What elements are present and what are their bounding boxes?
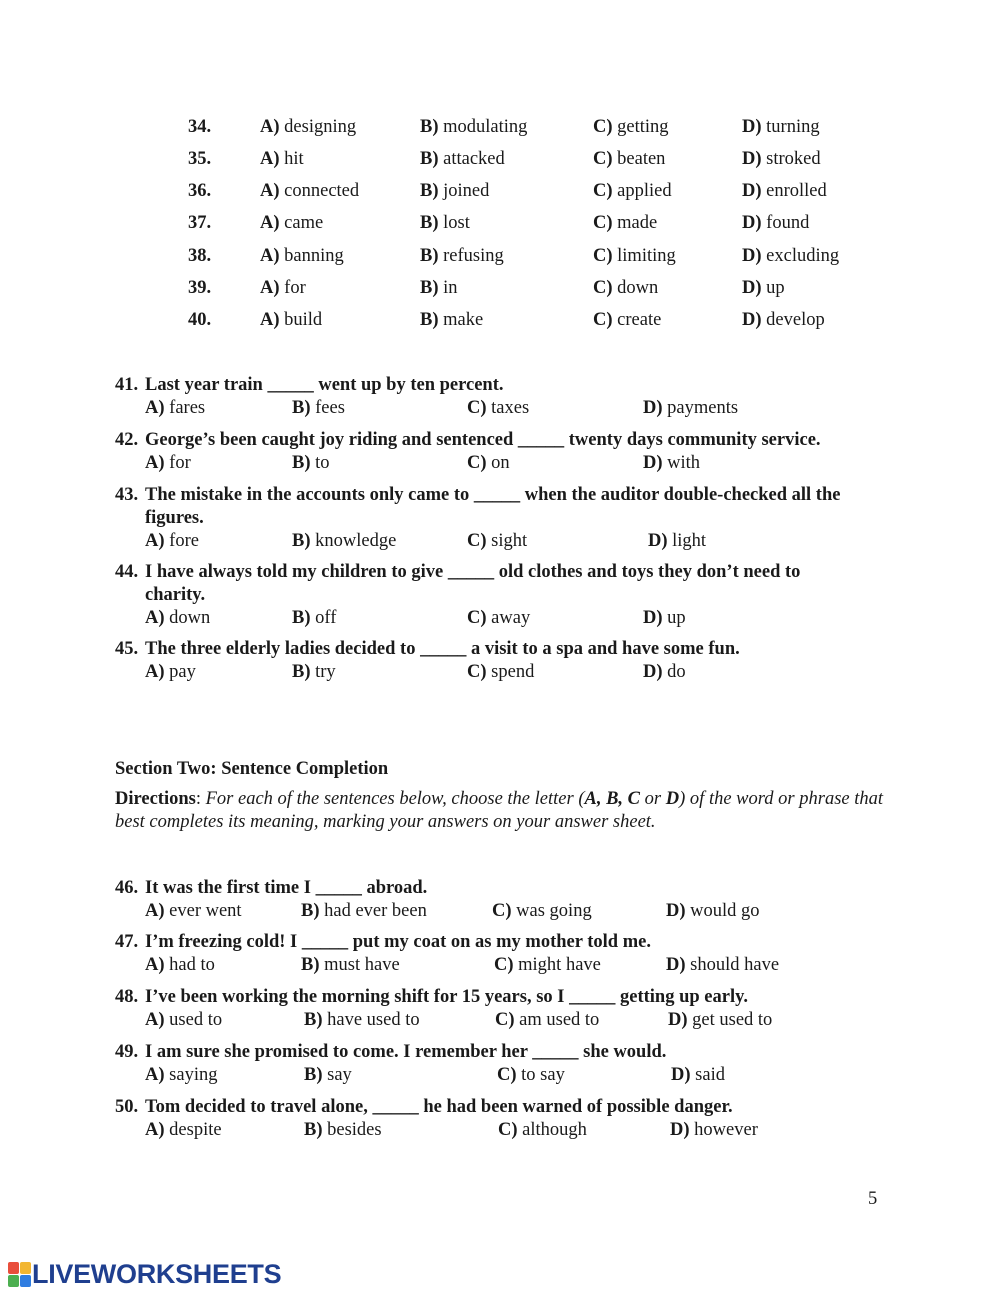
option-d[interactable]: D) would go (666, 901, 760, 921)
question (115, 986, 895, 1032)
section-title: Section Two: Sentence Completion (115, 759, 389, 779)
option-d[interactable]: D) should have (666, 955, 780, 975)
option-b[interactable]: B) have used to (304, 1010, 420, 1030)
option-c[interactable]: C) sight (467, 531, 528, 551)
options-row (115, 661, 895, 684)
brand-name: LIVEWORKSHEETS (32, 1258, 282, 1289)
options-row (115, 1064, 895, 1087)
option-a[interactable]: A) hit (260, 149, 304, 169)
option-b[interactable]: B) joined (420, 181, 490, 201)
option-d[interactable]: D) light (648, 531, 707, 551)
option-c[interactable]: C) taxes (467, 398, 530, 418)
options-row (115, 397, 895, 420)
question (115, 877, 895, 923)
option-a[interactable]: A) fares (145, 398, 206, 418)
option-a[interactable]: A) pay (145, 662, 196, 682)
option-b[interactable]: B) besides (304, 1120, 382, 1140)
directions: Directions: For each of the sentences below, choose the letter (A, B, C or D) of the word or phrase that best completes its meaning, marking your answers on your answer sheet. (115, 789, 884, 832)
options-row (115, 1009, 895, 1032)
option-c[interactable]: C) might have (494, 955, 601, 975)
page-number: 5 (868, 1189, 878, 1209)
option-d[interactable]: D) develop (742, 310, 825, 330)
option-b[interactable]: B) lost (420, 213, 470, 233)
option-d[interactable]: D) turning (742, 117, 820, 137)
option-b[interactable]: B) knowledge (292, 531, 397, 551)
option-d[interactable]: D) stroked (742, 149, 821, 169)
logo-square (8, 1262, 19, 1274)
options-row (115, 452, 895, 475)
option-c[interactable]: C) to say (497, 1065, 565, 1085)
option-c[interactable]: C) create (593, 310, 662, 330)
option-a[interactable]: A) down (145, 608, 211, 628)
option-c[interactable]: C) am used to (495, 1010, 600, 1030)
question (115, 1041, 895, 1087)
option-c[interactable]: C) away (467, 608, 531, 628)
grid-row (0, 147, 1000, 171)
option-a[interactable]: A) had to (145, 955, 215, 975)
brand-logo[interactable] (8, 1258, 281, 1290)
grid-row (0, 276, 1000, 300)
option-b[interactable]: B) make (420, 310, 484, 330)
grid-row (0, 179, 1000, 203)
option-b[interactable]: B) off (292, 608, 337, 628)
question (115, 374, 895, 420)
option-a[interactable]: A) build (260, 310, 323, 330)
grid-row (0, 211, 1000, 235)
option-c[interactable]: C) limiting (593, 246, 676, 266)
liveworksheets-icon (8, 1262, 30, 1286)
option-a[interactable]: A) for (145, 453, 191, 473)
question-stem: 46. It was the first time I _____ abroad. (115, 878, 428, 898)
options-row (115, 530, 895, 553)
option-d[interactable]: D) found (742, 213, 810, 233)
options-row (115, 900, 895, 923)
option-a[interactable]: A) despite (145, 1120, 222, 1140)
question-number: 37. (188, 213, 212, 233)
question-stem: 44. I have always told my children to give _____ old clothes and toys they don’t need to charity. (115, 562, 801, 605)
option-b[interactable]: B) try (292, 662, 336, 682)
question-number: 36. (188, 181, 212, 201)
option-c[interactable]: C) was going (492, 901, 592, 921)
question (115, 429, 895, 475)
option-d[interactable]: D) however (670, 1120, 758, 1140)
option-b[interactable]: B) say (304, 1065, 352, 1085)
options-row (115, 607, 895, 630)
option-d[interactable]: D) get used to (668, 1010, 773, 1030)
logo-square (8, 1275, 19, 1287)
option-a[interactable]: A) came (260, 213, 324, 233)
question-stem: 41. Last year train _____ went up by ten percent. (115, 375, 504, 395)
question (115, 931, 895, 977)
question-stem: 49. I am sure she promised to come. I remember her _____ she would. (115, 1042, 667, 1062)
question-number: 35. (188, 149, 212, 169)
question (115, 484, 895, 553)
option-a[interactable]: A) saying (145, 1065, 218, 1085)
option-d[interactable]: D) do (643, 662, 686, 682)
option-c[interactable]: C) beaten (593, 149, 666, 169)
option-c[interactable]: C) on (467, 453, 510, 473)
question (115, 638, 895, 684)
options-row (115, 954, 895, 977)
option-d[interactable]: D) up (643, 608, 686, 628)
option-b[interactable]: B) in (420, 278, 458, 298)
logo-square (20, 1262, 31, 1274)
options-row (115, 1119, 895, 1142)
option-d[interactable]: D) payments (643, 398, 739, 418)
grid-row (0, 115, 1000, 139)
option-a[interactable]: A) connected (260, 181, 360, 201)
option-a[interactable]: A) used to (145, 1010, 223, 1030)
option-b[interactable]: B) fees (292, 398, 345, 418)
option-c[interactable]: C) spend (467, 662, 535, 682)
question-stem: 45. The three elderly ladies decided to _____ a visit to a spa and have some fun. (115, 639, 740, 659)
option-c[interactable]: C) getting (593, 117, 669, 137)
option-d[interactable]: D) said (671, 1065, 725, 1085)
question-stem: 47. I’m freezing cold! I _____ put my coat on as my mother told me. (115, 932, 651, 952)
question-number: 39. (188, 278, 212, 298)
grid-row (0, 308, 1000, 332)
option-a[interactable]: A) ever went (145, 901, 242, 921)
question-stem: 50. Tom decided to travel alone, _____ he had been warned of possible danger. (115, 1097, 733, 1117)
option-a[interactable]: A) for (260, 278, 306, 298)
logo-square (20, 1275, 31, 1287)
option-c[interactable]: C) down (593, 278, 659, 298)
question-number: 40. (188, 310, 212, 330)
option-b[interactable]: B) to (292, 453, 330, 473)
option-b[interactable]: B) attacked (420, 149, 505, 169)
option-a[interactable]: A) designing (260, 117, 357, 137)
question (115, 1096, 895, 1142)
option-b[interactable]: B) refusing (420, 246, 504, 266)
option-a[interactable]: A) banning (260, 246, 344, 266)
question-stem: 48. I’ve been working the morning shift for 15 years, so I _____ getting up early. (115, 987, 748, 1007)
option-a[interactable]: A) fore (145, 531, 199, 551)
question-number: 38. (188, 246, 212, 266)
option-b[interactable]: B) modulating (420, 117, 528, 137)
option-c[interactable]: C) although (498, 1120, 587, 1140)
question-stem: 42. George’s been caught joy riding and sentenced _____ twenty days community service. (115, 430, 821, 450)
option-b[interactable]: B) had ever been (301, 901, 427, 921)
question (115, 561, 895, 630)
question-number: 34. (188, 117, 212, 137)
option-d[interactable]: D) enrolled (742, 181, 827, 201)
option-d[interactable]: D) excluding (742, 246, 840, 266)
option-b[interactable]: B) must have (301, 955, 400, 975)
option-c[interactable]: C) applied (593, 181, 672, 201)
question-stem: 43. The mistake in the accounts only came to _____ when the auditor double-checked all the figures. (115, 485, 841, 528)
option-d[interactable]: D) up (742, 278, 785, 298)
option-d[interactable]: D) with (643, 453, 701, 473)
option-c[interactable]: C) made (593, 213, 658, 233)
grid-row (0, 244, 1000, 268)
